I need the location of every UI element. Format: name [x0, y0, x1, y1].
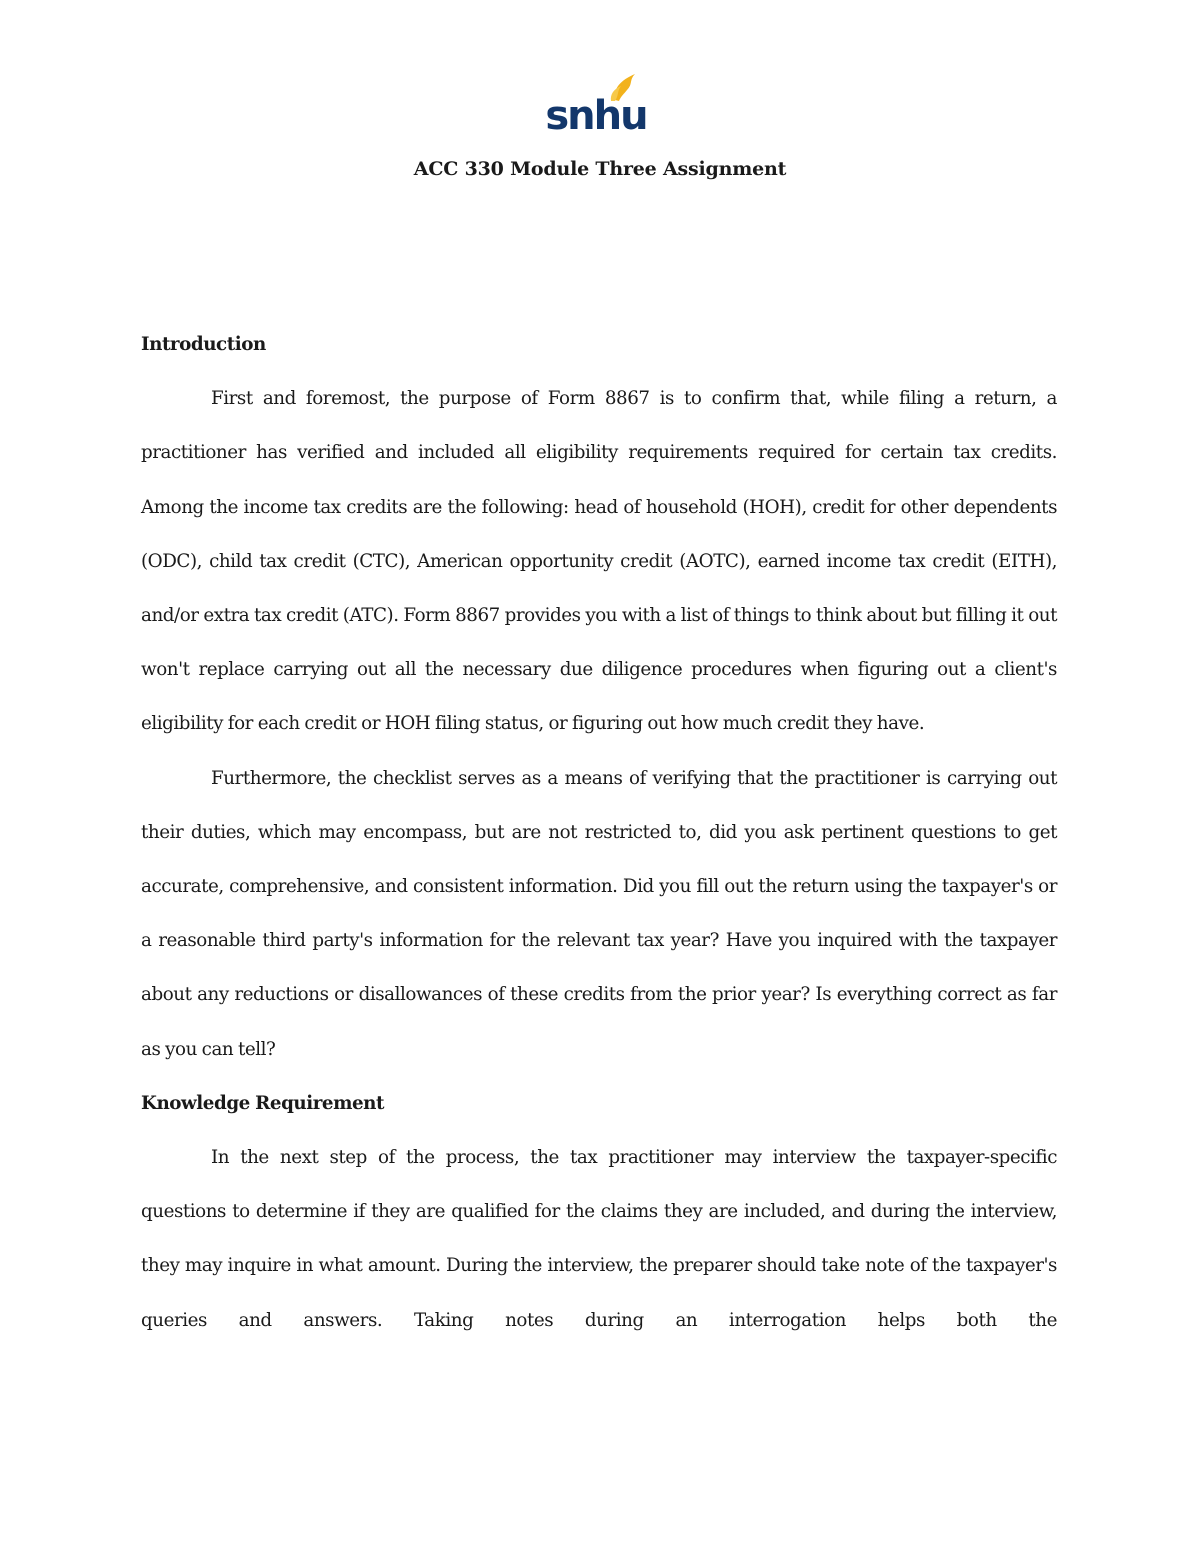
intro-paragraph-1: First and foremost, the purpose of Form 8867 is to confirm that, while filing a return, a practitioner has verified and included all eligibility requirements required for certain tax credits. Among the income tax credits are the following: head of household (HOH), credit for other dependents (ODC), child tax credit (CTC), American opportunity credit (AOTC), earned income tax credit (EITH), and/or extra tax credit (ATC). Form 8867 provides you with a list of things to think about but filling it out won't replace carrying out all the necessary due diligence procedures when figuring out a client's eligibility for each credit or HOH filing status, or figuring out how much credit they have.	[141, 388, 1057, 735]
svg-text:snhu: snhu	[545, 93, 647, 139]
intro-paragraph-2: Furthermore, the checklist serves as a means of verifying that the practitioner is carrying out their duties, which may encompass, but are not restricted to, did you ask pertinent questions to get accurate, comprehensive, and consistent information. Did you fill out the return using the taxpayer's or a reasonable third party's information for the relevant tax year? Have you inquired with the taxpayer about any reductions or disallowances of these credits from the prior year? Is everything correct as far as you can tell?	[141, 767, 1057, 1060]
section-heading-introduction: Introduction	[141, 334, 266, 355]
section-heading-knowledge-requirement: Knowledge Requirement	[141, 1092, 385, 1114]
document-title: ACC 330 Module Three Assignment	[413, 158, 787, 180]
document-body	[141, 318, 1057, 1348]
knowledge-paragraph-1: In the next step of the process, the tax practitioner may interview the taxpayer-specific questions to determine if they are qualified for the claims they are included, and during the interview, they may inquire in what amount. During the interview, the preparer should take note of the taxpayer's queries and answers. Taking notes during an interrogation helps both the	[141, 1147, 1057, 1331]
snhu-logo	[545, 70, 647, 139]
